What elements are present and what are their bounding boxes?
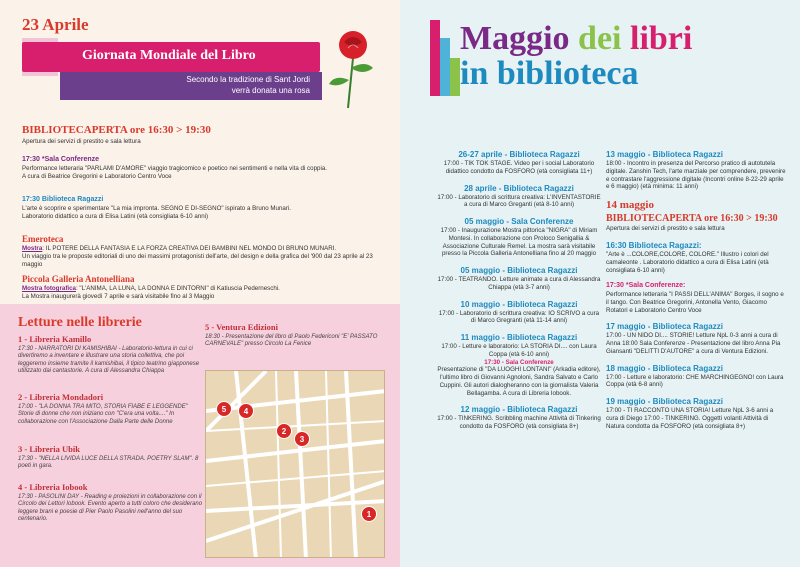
- piccola-block: [22, 274, 392, 301]
- shop-2-text: 17:00 - "LA DONNA TRA MITO, STORIA FIABE E LEGGENDE" Storie di donne che non iniziano con "C'era una volta...." In collaborazione con l'Associazione Dalla Parte delle Donne: [18, 403, 188, 425]
- city-map: [205, 370, 385, 558]
- emeroteca-desc: Un viaggio tra le proposte editoriali di uno dei massimi protagonisti dell'arte, del design e della grafica del '900 dal 23 aprile al 23 maggio: [22, 253, 373, 268]
- map-pin-4[interactable]: 4: [238, 403, 254, 419]
- main-title: [460, 22, 692, 92]
- event-item: [606, 282, 786, 314]
- event-text: 17:00 - Inaugurazione Mostra pittorica "NIGRA" di Miriam Montesi. In collaborazione con Proloco Senigallia & Associazione Culturale Remel. La mostra sarà visitabile presso la Piccola Galleria Antonelliana fino al 20 maggio: [440, 227, 598, 258]
- event-text: Performance letteraria "I PASSI DELL'ANIMA" Borges, il sogno e il tango. Con Beatrice Gregorini, Antonella Vento, Giacomo Rotatori e Laboratorio Centro Voce: [606, 291, 784, 314]
- event-text: "Arte è ...COLORE,COLORE, COLORE." Illustro i colori del camaleonte . Laboratorio didattico a cura di Elisa Latini (età consigliata 6-10 anni): [606, 251, 769, 274]
- banner-title: Giornata Mondiale del Libro: [82, 48, 256, 63]
- event-heading: 12 maggio - Biblioteca Ragazzi: [460, 405, 578, 415]
- shop-1-name: 1 - Libreria Kamillo: [18, 334, 92, 344]
- event-1-title: 17:30 *Sala Conferenze: [22, 156, 100, 163]
- emeroteca-block: [22, 234, 392, 269]
- event-item: [436, 150, 602, 176]
- subtitle-banner: [60, 72, 322, 100]
- event-heading: 11 maggio - Biblioteca Ragazzi: [460, 333, 578, 342]
- event-item: [606, 364, 786, 390]
- right-page: [400, 0, 800, 567]
- event-1: [22, 156, 392, 180]
- event-text: 17:00 - Laboratorio di scrittura creativa: L'INVENTASTORIE a cura di Marco Greganti (età 8-10 anni): [437, 193, 601, 209]
- banner-sub-2: verrà donata una rosa: [231, 85, 310, 95]
- event-item: [606, 199, 786, 233]
- event-item: [436, 405, 602, 431]
- map-pin-1[interactable]: 1: [361, 506, 377, 522]
- book-icon: [428, 18, 464, 98]
- shop-1: [18, 334, 203, 376]
- event-item: [436, 217, 602, 258]
- event-item: [606, 322, 786, 355]
- event-item: [436, 359, 602, 398]
- event-text: 17:00 - TIK TOK STAGE. Video per i social Laboratorio didattico condotto da FOSFORO (età consigliata 11+): [443, 160, 595, 175]
- shop-1-text: 17:30 - NARRATORI DI KAMISHIBAI - Laboratorio-lettura in cui ci divertiremo a inventare e illustrare una storia collettiva, che poi leggeremo insieme tramite il kamishibai, il tipico teatrino giapponese utilizzato dai cantastorie. A cura di Alessandra Chiappa: [18, 345, 200, 375]
- event-heading: 18 maggio - Biblioteca Ragazzi: [606, 363, 723, 373]
- date-heading: 23 Aprile: [22, 15, 89, 34]
- piccola-text: : "L'ANIMA, LA LUNA, LA DONNA E DINTORNI" di Katiuscia Pederneschi.: [75, 285, 280, 293]
- emeroteca-text: : IL POTERE DELLA FANTASIA E LA FORZA CREATIVA DEI BAMBINI NEL MONDO DI BRUNO MUNARI.: [42, 245, 337, 253]
- event-text: BIBLIOTECAPERTA ore 16:30 > 19:30: [606, 212, 778, 224]
- shop-5: [205, 322, 385, 349]
- event-heading: 05 maggio - Sala Conferenze: [464, 217, 574, 226]
- event-item: [606, 241, 786, 274]
- event-1-text: Performance letteraria "PARLAMI D'AMORE" viaggio tragicomico e poetico nei sentimenti e nella vita di coppia.: [22, 164, 328, 172]
- event-heading: 28 aprile - Biblioteca Ragazzi: [464, 183, 574, 193]
- event-heading: 13 maggio - Biblioteca Ragazzi: [606, 150, 723, 159]
- event-item: [436, 333, 602, 359]
- event-heading: 16:30 Biblioteca Ragazzi:: [606, 241, 702, 250]
- event-item: [436, 266, 602, 292]
- event-text: 17:00 - TINKERING. Scribbling machine Attività di Tinkering condotto da FOSFORO (età consigliata 8+): [437, 415, 601, 430]
- aperta-block: [22, 124, 392, 146]
- shop-5-text: 18:30 - Presentazione del libro di Paolo Federiconi "E' PASSATO CARNEVALE" presso Circolo La Fenice: [205, 333, 378, 348]
- event-text: 17:00 - Laboratorio di scrittura creativa: IO SCRIVO a cura di Marco Gregranti (età 11-14 anni): [438, 309, 600, 325]
- piccola-title: Piccola Galleria Antonelliana: [22, 274, 135, 284]
- title-word-1: Maggio: [460, 20, 570, 57]
- event-text: 17:00 - TEATRANDO. Letture animate a cura di Alessandra Chiappa (età 3-7 anni): [437, 276, 601, 291]
- event-item: [606, 397, 786, 430]
- events-col-2: [606, 150, 786, 438]
- event-text: 17:00 - UN NIDO DI.... STORIE! Letture NpL 0-3 anni a cura di Anna 18:00 Sala Conferenze - Presentazione del libro Anna Pia Giansanti "DELITTI D'AUTORE" a cura di Ventura Edizioni.: [606, 332, 781, 355]
- event-heading: 14 maggio: [606, 199, 654, 211]
- shop-4-name: 4 - Libreria Iobook: [18, 482, 88, 492]
- title-banner: [22, 42, 320, 72]
- piccola-label: Mostra fotografica: [22, 285, 76, 293]
- event-heading: 05 maggio - Biblioteca Ragazzi: [460, 266, 578, 275]
- event-heading: 17:30 - Sala Conferenze: [484, 358, 554, 366]
- event-text: Presentazione di "DA LUOGHI LONTANI" (Arkadia editore), l'ultimo libro di Giovanni Agnoloni, Sandra Salvato e Carlo Cuppini. Gli autori dialogheranno con la giornalista Valeria Bellagamba. A cura di Libreria Iobook.: [437, 366, 601, 397]
- event-2: [22, 196, 392, 220]
- event-1-credit: A cura di Beatrice Gregorini e Laboratorio Centro Voce: [22, 172, 172, 180]
- title-word-2: dei: [578, 20, 622, 57]
- event-subtext: Apertura dei servizi di prestito e sala lettura: [606, 225, 725, 233]
- event-text: 17:00 - Letture e laboratorio: CHE MARCHINGEGNO! con Laura Coppa (età 6-8 anni): [606, 373, 784, 389]
- event-heading: 19 maggio - Biblioteca Ragazzi: [606, 397, 723, 406]
- event-heading: 26-27 aprile - Biblioteca Ragazzi: [458, 150, 580, 159]
- title-word-3: libri: [630, 20, 693, 57]
- letture-title: Letture nelle librerie: [18, 315, 142, 330]
- event-2-title: 17:30 Biblioteca Ragazzi: [22, 196, 104, 203]
- shop-2-name: 2 - Libreria Mondadori: [18, 392, 104, 402]
- letture-section: [0, 304, 400, 567]
- shop-3: [18, 444, 203, 471]
- piccola-desc: La Mostra inaugurerà giovedì 7 aprile e sarà visitabile fino al 3 Maggio: [22, 293, 215, 300]
- event-text: 17:00 - Letture e laboratorio: LA STORIA DI.... con Laura Coppa (età 6-10 anni): [441, 343, 597, 358]
- event-2-credit: Laboratorio didattico a cura di Elisa Latini (età consigliata 6-10 anni): [22, 212, 209, 220]
- shop-4: [18, 482, 203, 524]
- map-pin-5[interactable]: 5: [216, 401, 232, 417]
- event-item: [436, 184, 602, 210]
- rose-icon: [318, 20, 388, 110]
- shop-2: [18, 392, 203, 426]
- events-col-1: [436, 150, 602, 439]
- emeroteca-label: Mostra: [22, 245, 43, 253]
- aperta-sub: Apertura dei servizi di prestito e sala lettura: [22, 137, 141, 145]
- map-pin-3[interactable]: 3: [294, 431, 310, 447]
- shop-3-text: 17:30 - "NELLA LIVIDA LUCE DELLA STRADA. POETRY SLAM". 8 poeti in gara.: [18, 455, 199, 470]
- event-item: [606, 150, 786, 191]
- shop-5-name: 5 - Ventura Edizioni: [205, 322, 278, 332]
- map-streets: [206, 371, 385, 558]
- map-pin-2[interactable]: 2: [276, 423, 292, 439]
- title-line-2: in biblioteca: [460, 55, 639, 92]
- event-2-text: L'arte è scoprire e sperimentare "La mia impronta. SEGNO E DI-SEGNO" ispirato a Bruno Munari.: [22, 204, 291, 212]
- event-item: [436, 300, 602, 326]
- event-heading: 17:30 *Sala Conferenze:: [606, 282, 686, 290]
- event-heading: 10 maggio - Biblioteca Ragazzi: [460, 299, 578, 309]
- banner-sub-1: Secondo la tradizione di Sant Jordi: [186, 75, 310, 84]
- emeroteca-title: Emeroteca: [22, 234, 64, 244]
- event-heading: 17 maggio - Biblioteca Ragazzi: [606, 322, 723, 332]
- shop-3-name: 3 - Libreria Ubik: [18, 444, 80, 454]
- event-text: 18:00 - Incontro in presenza del Percorso pratico di autotutela digitale. Zanshin Tech, l'arte marziale per comprendere, prevenire e contrastare l'aggressione digitale (Incontri online 8-22-29 aprile e 6 maggio) (età minima: 11 anni): [606, 160, 786, 191]
- shop-4-text: 17:30 - PASOLINI DAY - Reading e proiezioni in collaborazione con il Circolo dei Lettori Iobook. Evento aperto a tutti coloro che desiderano leggere brani e poesie di Pier Paolo Pasolini nell'anno del suo centenario.: [18, 493, 203, 523]
- aperta-title: BIBLIOTECAPERTA ore 16:30 > 19:30: [22, 124, 211, 136]
- event-text: 17:00 - TI RACCONTO UNA STORIA! Letture NpL 3-6 anni a cura di Diego 17:00 - TINKERING. Oggetti volanti Attività di Natura condotta da FOSFORO (età consigliata 8+): [606, 407, 774, 430]
